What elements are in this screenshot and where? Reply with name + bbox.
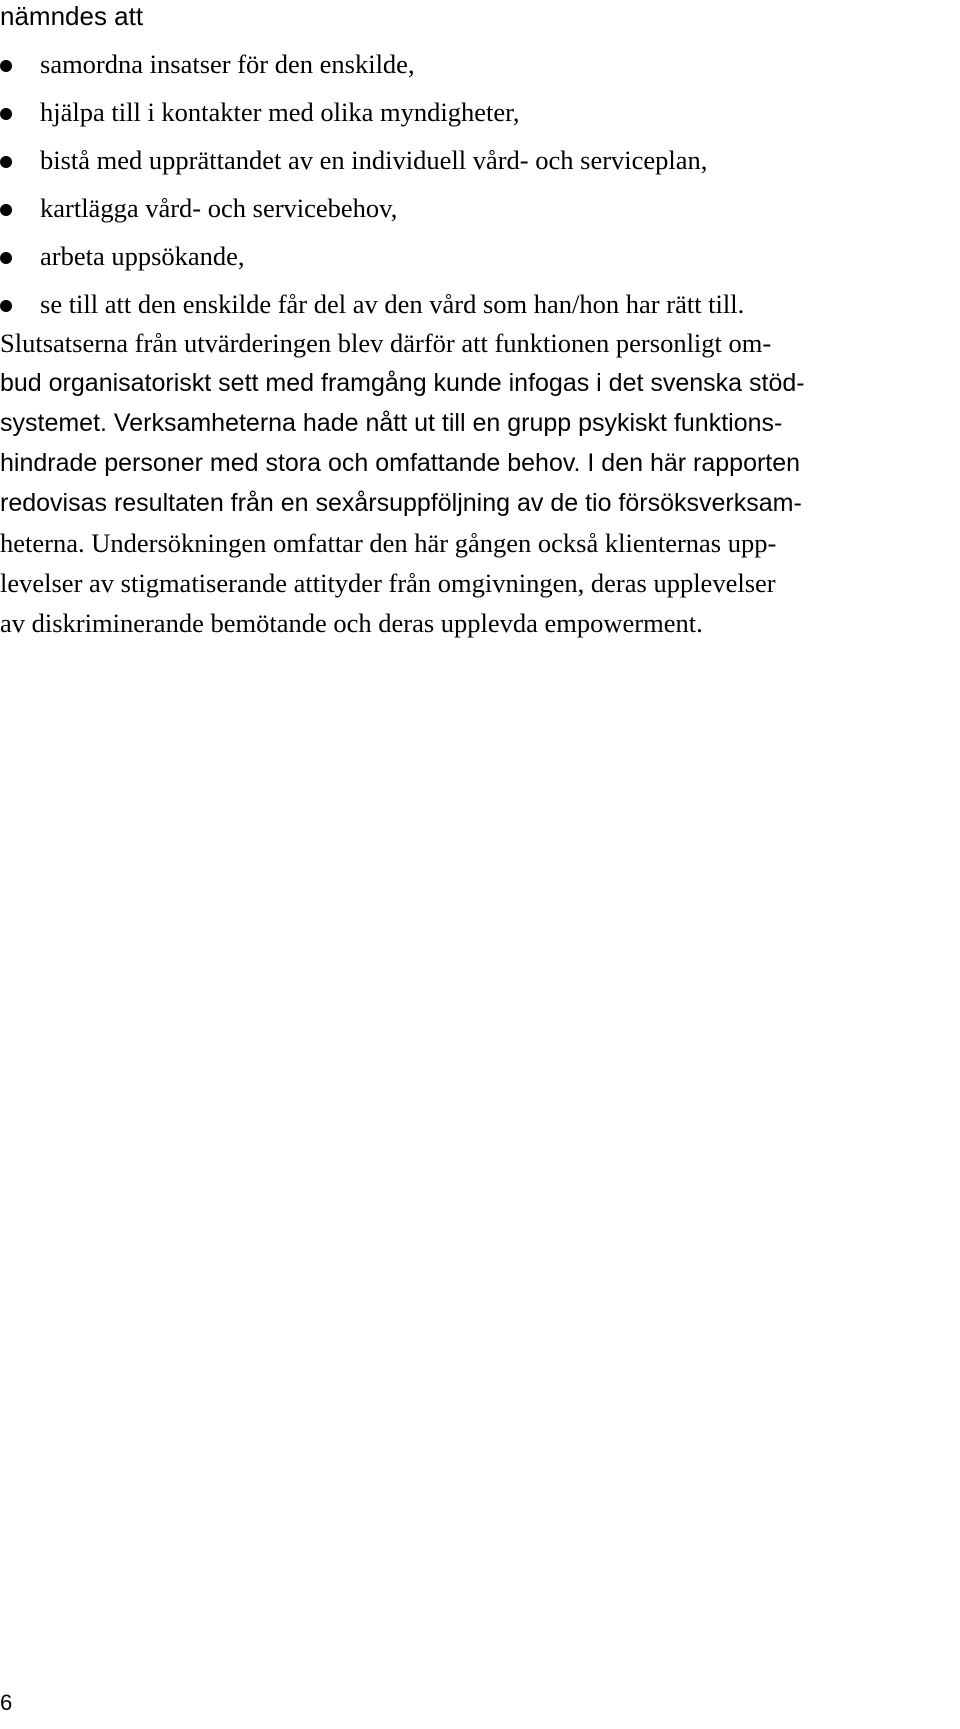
paragraph-line: redovisas resultaten från en sexårsuppföljning av de tio försöksverksam- [0, 489, 802, 517]
paragraph-line: av diskriminerande bemötande och deras upplevda empowerment. [0, 608, 703, 638]
bullet-icon [0, 108, 12, 120]
intro-text: nämndes att [0, 1, 144, 31]
bullet-text: se till att den enskilde får del av den vård som han/hon har rätt till. [40, 289, 745, 319]
paragraph-line: hindrade personer med stora och omfattande behov. I den här rapporten [0, 449, 801, 477]
bullet-icon [0, 204, 12, 216]
bullet-icon [0, 156, 12, 168]
bullet-text: bistå med upprättandet av en individuell vård- och serviceplan, [40, 145, 708, 175]
paragraph-line: levelser av stigmatiserande attityder från omgivningen, deras upplevelser [0, 568, 776, 598]
bullet-icon [0, 252, 12, 264]
paragraph-line: systemet. Verksamheterna hade nått ut till en grupp psykiskt funktions- [0, 409, 783, 437]
bullet-icon [0, 300, 12, 312]
page-number: 6 [0, 1690, 13, 1715]
bullet-text: hjälpa till i kontakter med olika myndigheter, [40, 97, 520, 127]
bullet-text: arbeta uppsökande, [40, 241, 245, 271]
paragraph-line: bud organisatoriskt sett med framgång kunde infogas i det svenska stöd- [0, 369, 805, 397]
paragraph-line: Slutsatserna från utvärderingen blev därför att funktionen personligt om- [0, 328, 772, 358]
body-paragraph [0, 323, 960, 643]
bullet-text: samordna insatser för den enskilde, [40, 49, 415, 79]
bullet-text: kartlägga vård- och servicebehov, [40, 193, 398, 223]
paragraph-line: heterna. Undersökningen omfattar den här gången också klienternas upp- [0, 528, 777, 558]
bullet-icon [0, 60, 12, 72]
